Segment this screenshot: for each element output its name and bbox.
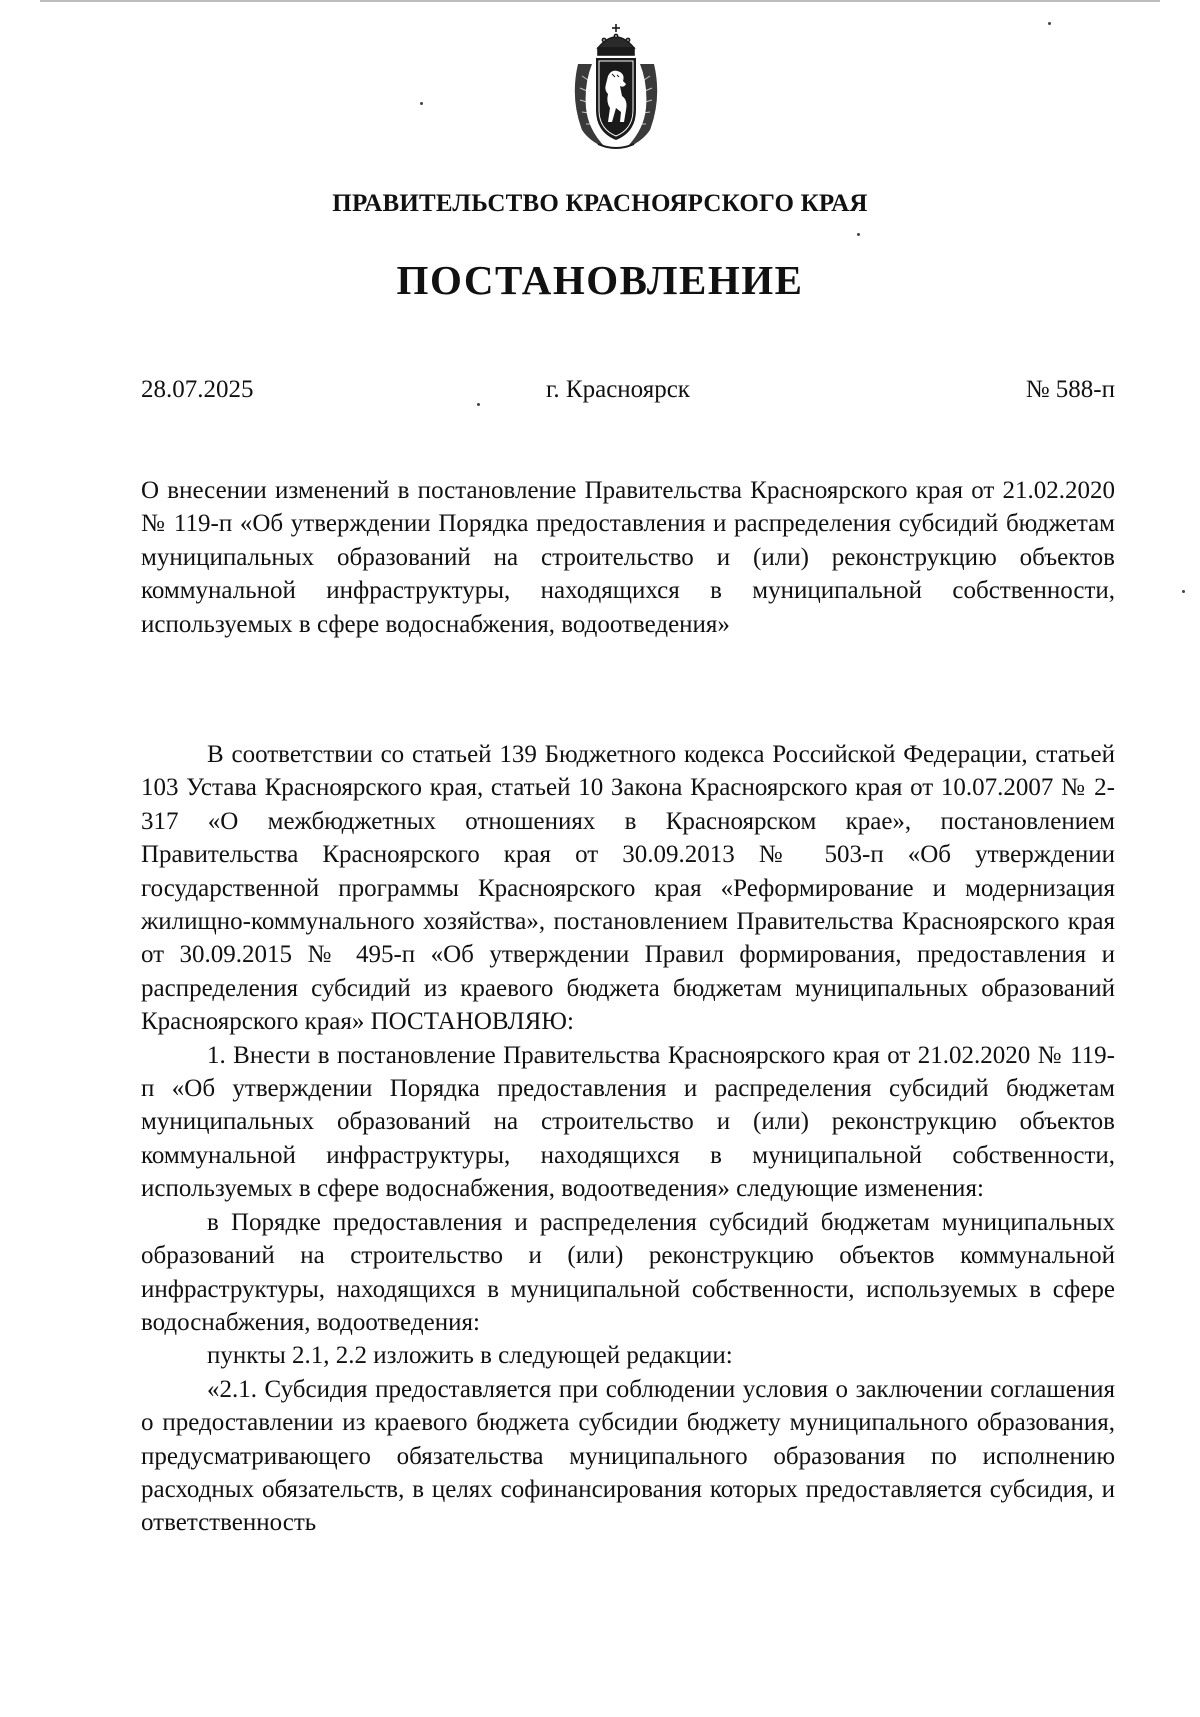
document-date: 28.07.2025 bbox=[141, 376, 254, 403]
document-number: № 588-п bbox=[1025, 376, 1115, 403]
body-paragraph: 1. Внести в постановление Правительства Красноярского края от 21.02.2020 № 119-п «Об утверждении Порядка предоставления и распределения субсидий бюджетам муниципальных образований на строительство и (или) реконструкцию объектов коммунальной инфраструктуры, находящихся в муниципальной собственности, используемых в сфере водоснабжения, водоотведения» следующие изменения: bbox=[141, 1041, 1115, 1203]
scan-speck bbox=[857, 233, 860, 236]
scan-speck bbox=[477, 403, 480, 406]
scan-speck bbox=[1048, 22, 1051, 25]
coat-of-arms-icon bbox=[568, 18, 664, 154]
document-subject: О внесении изменений в постановление Правительства Красноярского края от 21.02.2020 № 119-п «Об утверждении Порядка предоставления и распределения субсидий бюджетам муниципальных образований на строительство и (или) реконструкцию объектов коммунальной инфраструктуры, находящихся в муниципальной собственности, используемых в сфере водоснабжения, водоотведения» bbox=[141, 477, 1115, 638]
document-city: г. Красноярск bbox=[546, 376, 690, 403]
body-paragraph: пункты 2.1, 2.2 изложить в следующей редакции: bbox=[207, 1342, 733, 1370]
document-meta-row bbox=[141, 376, 1115, 410]
scan-speck bbox=[1182, 590, 1185, 593]
document-body bbox=[141, 738, 1115, 1540]
scan-speck bbox=[420, 102, 423, 105]
document-type-title: ПОСТАНОВЛЕНИЕ bbox=[396, 257, 804, 303]
organization-name: ПРАВИТЕЛЬСТВО КРАСНОЯРСКОГО КРАЯ bbox=[332, 190, 868, 217]
body-paragraph: В соответствии со статьей 139 Бюджетного кодекса Российской Федерации, статьей 103 Устава Красноярского края, статьей 10 Закона Красноярского края от 10.07.2007 № 2-317 «О межбюджетных отношениях в Красноярском крае», постановлением Правительства Красноярского края от 30.09.2013 № 503-п «Об утверждении государственной программы Красноярского края «Реформирование и модернизация жилищно-коммунального хозяйства», постановлением Правительства Красноярского края от 30.09.2015 № 495-п «Об утверждении Правил формирования, предоставления и распределения субсидий из краевого бюджета бюджетам муниципальных образований Красноярского края» ПОСТАНОВЛЯЮ: bbox=[141, 741, 1115, 1036]
top-edge-line bbox=[40, 0, 1160, 2]
body-paragraph: «2.1. Субсидия предоставляется при соблюдении условия о заключении соглашения о предоставлении из краевого бюджета субсидии бюджету муниципального образования, предусматривающего обязательства муниципального образования по исполнению расходных обязательств, в целях софинансирования которых предоставляется субсидия, и ответственность bbox=[141, 1375, 1115, 1537]
body-paragraph: в Порядке предоставления и распределения субсидий бюджетам муниципальных образований на строительство и (или) реконструкцию объектов коммунальной инфраструктуры, находящихся в муниципальной собственности, используемых в сфере водоснабжения, водоотведения: bbox=[141, 1208, 1115, 1336]
